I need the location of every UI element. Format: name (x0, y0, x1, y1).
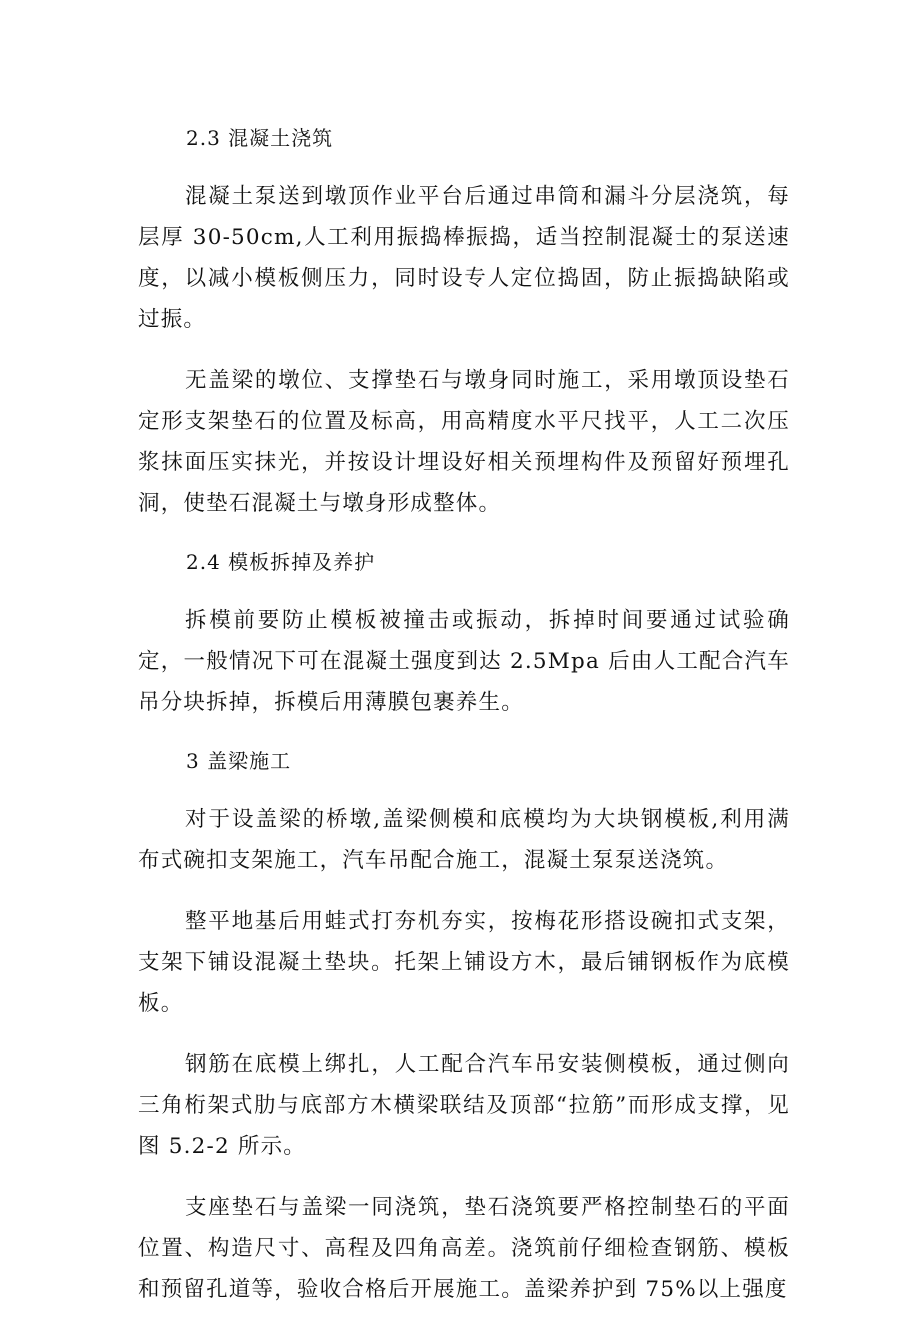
paragraph-formwork-removal: 拆模前要防止模板被撞击或振动，拆掉时间要通过试验确定，一般情况下可在混凝土强度到达 2.5Mpa 后由人工配合汽车吊分块拆掉，拆模后用薄膜包裹养生。 (138, 608, 790, 715)
paragraph-bearing-pad: 无盖梁的墩位、支撑垫石与墩身同时施工，采用墩顶设垫石定形支架垫石的位置及标高，用高精度水平尺找平，人工二次压浆抹面压实抹光，并按设计埋设好相关预埋构件及预留好预埋孔洞，使垫石混凝土与墩身形成整体。 (138, 368, 790, 516)
paragraph-foundation-support: 整平地基后用蛙式打夯机夯实，按梅花形搭设碗扣式支架，支架下铺设混凝土垫块。托架上铺设方木，最后铺钢板作为底模板。 (138, 909, 790, 1016)
section-heading-2-4: 2.4 模板拆掉及养护 (186, 550, 376, 574)
paragraph-concrete-pouring: 混凝土泵送到墩顶作业平台后通过串筒和漏斗分层浇筑，每层厚 30-50cm,人工利用振捣棒振捣，适当控制混凝士的泵送速度，以减小模板侧压力，同时设专人定位捣固，防止振捣缺陷或过振。 (138, 184, 790, 332)
section-heading-3: 3 盖梁施工 (186, 749, 292, 773)
section-heading-2-3: 2.3 混凝土浇筑 (186, 126, 334, 150)
paragraph-cap-beam-formwork: 对于设盖梁的桥墩,盖梁侧模和底模均为大块钢模板,利用满布式碗扣支架施工，汽车吊配合施工，混凝土泵泵送浇筑。 (138, 807, 790, 873)
paragraph-rebar-binding: 钢筋在底模上绑扎，人工配合汽车吊安装侧模板，通过侧向三角桁架式肋与底部方木横梁联结及顶部“拉筋”而形成支撑，见图 5.2-2 所示。 (138, 1052, 790, 1159)
paragraph-support-pad-pouring: 支座垫石与盖梁一同浇筑，垫石浇筑要严格控制垫石的平面位置、构造尺寸、高程及四角高差。浇筑前仔细检查钢筋、模板和预留孔道等，验收合格后开展施工。盖梁养护到 75%以上强度 (138, 1195, 790, 1302)
document-body (138, 120, 790, 1330)
